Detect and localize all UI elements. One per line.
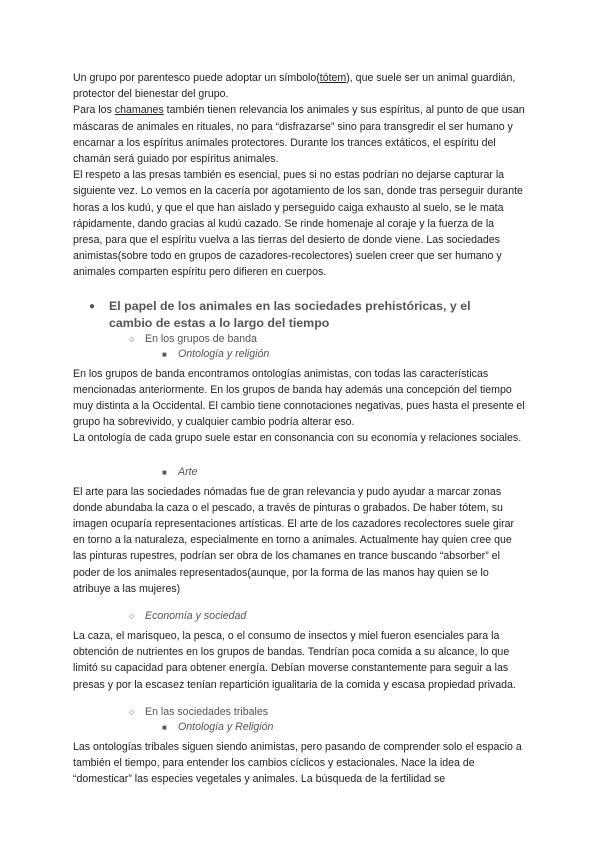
- heading-text: Ontología y Religión: [178, 720, 274, 733]
- bullet-square: ■: [162, 722, 167, 732]
- heading-ontologia-tribales: [162, 720, 525, 735]
- paragraph-chamanes: [73, 102, 525, 167]
- heading-text: En las sociedades tribales: [145, 705, 269, 718]
- link-chamanes[interactable]: chamanes: [114, 104, 164, 117]
- text-span: también tienen relevancia los animales y sus espíritus, al punto de que usan máscaras de animales en rituales, no para “disfrazarse” sino para transgredir el ser humano y encarnar a los espíritus animales protectores. Durante los trances extáticos, el espíritu del chamán será guiado por espíritus animales.: [73, 104, 525, 166]
- bullet-square: ■: [162, 349, 167, 359]
- heading-text: Ontología y religión: [178, 347, 270, 360]
- paragraph-arte: El arte para las sociedades nómadas fue de gran relevancia y pudo ayudar a marcar zonas donde abundaba la caza o el pescado, a través de pinturas o grabados. De haber tótem, su imagen ocuparía representaciones artísticas. El arte de los cazadores recolectores suele girar en torno a la naturaleza, especialmente en torno a animales. Actualmente hay quien cree que las pinturas rupestres, podrían ser obra de los chamanes en trance buscando “absorber” el poder de los animales representados(aunque, por la forma de las manos hay quien se lo atribuye a las mujeres): [73, 485, 515, 595]
- heading-text: Economía y sociedad: [145, 610, 247, 623]
- paragraph-totem: [73, 70, 525, 102]
- heading-arte: [162, 465, 525, 480]
- bullet-circle: ○: [129, 706, 135, 717]
- heading-economia: [129, 609, 525, 624]
- heading-text: En los grupos de banda: [145, 332, 257, 345]
- bullet-circle: ○: [129, 611, 135, 622]
- paragraph-presas: El respeto a las presas también es esencial, pues si no estas podrían no dejarse capturar la siguiente vez. Lo vemos en la cacería por agotamiento de los san, donde tras perseguir durante horas a los kudú, y que el que han aislado y perseguido caiga exhausto al suelo, se le mata rápidamente, dando gracias al kudú cazado. Se rinde homenaje al coraje y la fuerza de la presa, para que el espíritu vuelva a las tierras del desierto de donde viene. Las sociedades animistas(sobre todo en grupos de cazadores-recolectores) suelen creer que ser humano y animales comparten espíritu pero difieren en cuerpos.: [73, 169, 523, 279]
- bullet-disc: ●: [89, 300, 96, 312]
- paragraph-economia: La caza, el marisqueo, la pesca, o el consumo de insectos y miel fueron esenciales para la obtención de nutrientes en los grupos de bandas. Tendrían poca comida a su alcance, lo que limitó su capacidad para obtener energía. Debían moverse constantemente para seguir a las presas y por la escasez tenían repartición igualitaria de la comida y escasa propiedad privada.: [73, 630, 516, 691]
- text-span: ), que suele ser un animal guardián, protector del bienestar del grupo.: [73, 72, 516, 101]
- heading-sociedades-tribales: [129, 705, 525, 720]
- paragraph-ontologia-economia: La ontología de cada grupo suele estar en consonancia con su economía y relaciones sociales.: [73, 432, 522, 445]
- heading-text: El papel de los animales en las sociedades prehistóricas, y el cambio de estas a lo largo del tiempo: [109, 298, 471, 330]
- link-totem[interactable]: tótem: [319, 72, 347, 84]
- bullet-square: ■: [162, 467, 167, 477]
- text-span: Un grupo por parentesco puede adoptar un símbolo(: [73, 72, 320, 84]
- heading-text: Arte: [178, 465, 198, 478]
- heading-ontologia-banda: [162, 347, 525, 362]
- heading-grupos-banda: [129, 332, 525, 347]
- document-page: [73, 70, 525, 788]
- paragraph-ontologia-banda: En los grupos de banda encontramos ontologías animistas, con todas las características mencionadas anteriormente. En los grupos de banda hay además una concepción del tiempo muy distinta a la Occidental. El cambio tiene connotaciones negativas, pues hasta el presente el grupo ha sobrevivido, y cualquier cambio podría alterar eso.: [73, 367, 525, 429]
- bullet-circle: ○: [129, 333, 135, 344]
- heading-papel-animales: [73, 298, 525, 332]
- text-span: Para los: [73, 104, 115, 117]
- paragraph-ontologia-tribales: Las ontologías tribales siguen siendo animistas, pero pasando de comprender solo el espacio a también el tiempo, para entender los cambios cíclicos y estacionales. Nace la idea de “domesticar” las especies vegetales y animales. La búsqueda de la fertilidad se: [73, 740, 522, 786]
